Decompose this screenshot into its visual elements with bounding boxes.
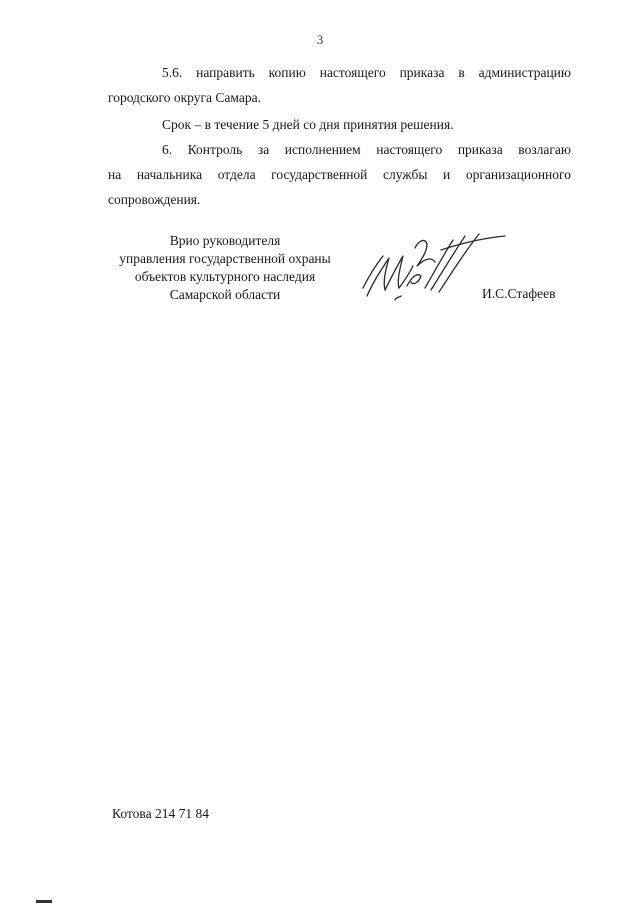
item-6-line-1: 6. Контроль за исполнением настоящего приказа возлагаю [162,142,571,157]
position-line-3: объектов культурного наследия [134,269,316,284]
item-5-6-line-1: 5.6. направить копию настоящего приказа в администрацию [162,65,571,80]
contact-line: Котова 214 71 84 [112,806,209,821]
position-line-4: Самарской области [169,287,281,302]
item-6-line-3: сопровождения. [108,192,201,207]
signatory-position [110,232,340,304]
handwritten-signature [355,226,515,316]
position-line-2: управления государственной охраны [119,251,331,266]
item-6-line-2: на начальника отдела государственной службы и организационного [108,167,571,182]
scan-corner-mark [36,900,52,903]
deadline-paragraph: Срок – в течение 5 дней со дня принятия решения. [162,117,454,132]
item-5-6-paragraph [108,60,571,110]
item-6-paragraph [108,137,571,212]
signer-name: И.С.Стафеев [482,286,556,301]
item-5-6-line-2: городского округа Самара. [108,90,261,105]
position-line-1: Врио руководителя [169,233,281,248]
page-number: 3 [316,32,324,47]
